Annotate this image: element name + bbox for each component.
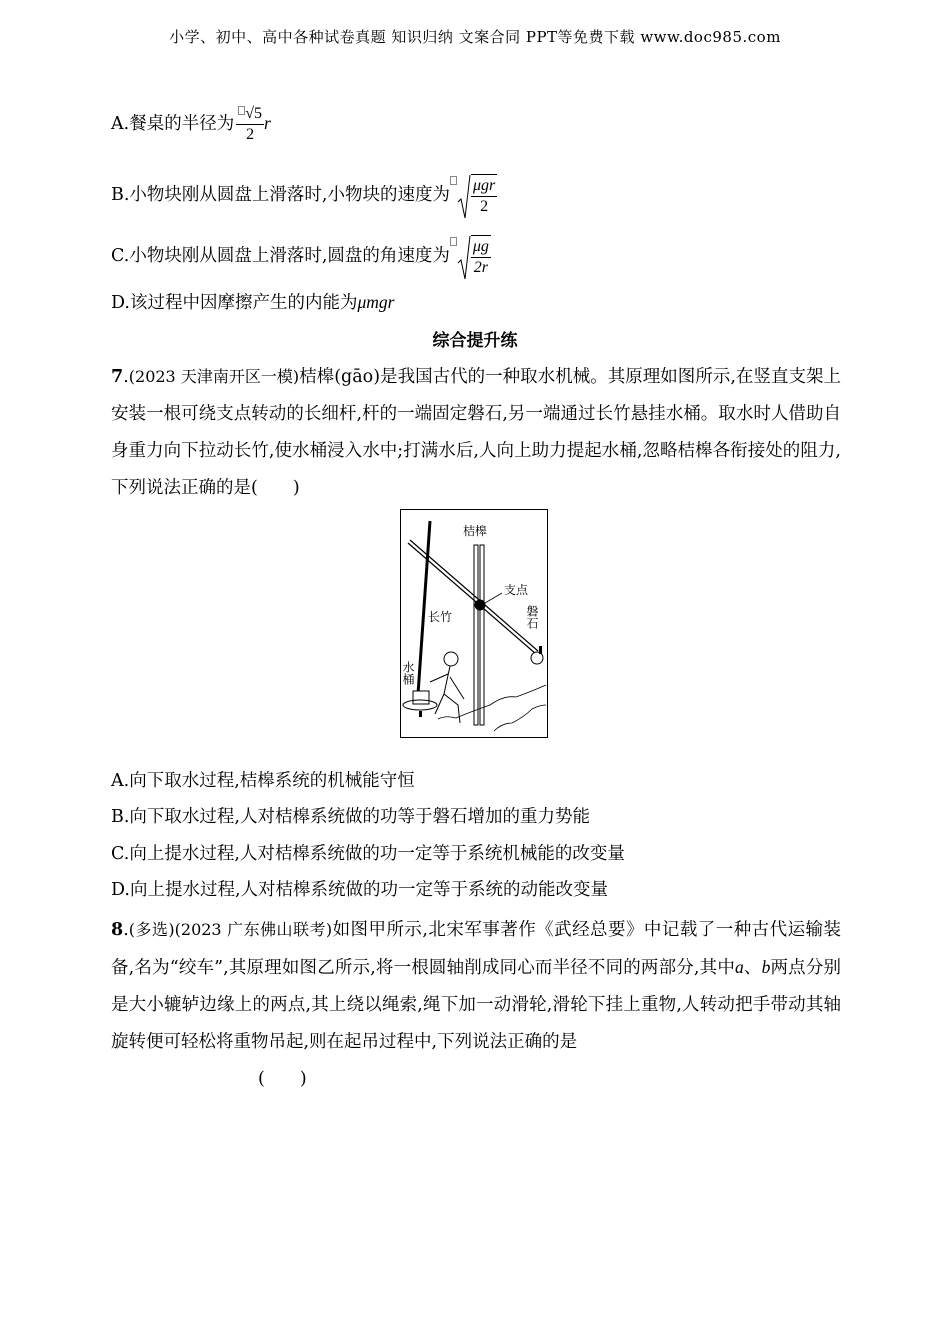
label-stone: 磐石 [525, 605, 539, 629]
q7-number: 7 [111, 367, 124, 387]
q6-option-d [111, 289, 394, 316]
q6-option-b [111, 174, 497, 217]
q7-stem-text: 桔槔(gāo)是我国古代的一种取水机械。其原理如图所示,在竖直支架上安装一根可绕支点转动的长细杆,杆的一端固定磐石,另一端通过长竹悬挂水桶。取水时人借助自身重力向下拉动长竹,使水桶浸入水中;打满水后,人向上助力提起水桶,忽略桔槔各衔接处的阻力,下列说法正确的是( ) [111, 367, 841, 498]
q8-source: (2023 广东佛山联考) [174, 920, 333, 939]
q7-option-b: B.向下取水过程,人对桔槔系统做的功等于磐石增加的重力势能 [111, 807, 590, 827]
q8-tag: (多选) [128, 920, 175, 939]
q6-option-b-sqrt: $\frac{\text{μgr}}{2}$ [457, 174, 497, 217]
radical-icon [457, 174, 471, 220]
q6-option-a-var: r [263, 113, 271, 133]
q8-stem: 8.(多选)(2023 广东佛山联考)如图甲所示,北宋军事著作《武经总要》中记载了一种古代运输装备,名为“绞车”,其原理如图乙所示,将一根圆轴削成同心而半径不同的两部分,其中a、b两点分别是大小辘轳边缘上的两点,其上绕以绳索,绳下加一动滑轮,滑轮下挂上重物,人转动把手带动其轴旋转便可轻松将重物吊起,则在起吊过程中,下列说法正确的是 [111, 920, 841, 1052]
q6-option-c-sqrt: $\frac{\mu g}{2r}$ [457, 235, 491, 278]
placeholder-box-icon [238, 106, 245, 115]
label-bucket: 水桶 [401, 661, 415, 685]
placeholder-box-icon [450, 237, 457, 246]
q8-var-a: a [734, 957, 744, 977]
q8-number: 8 [111, 920, 124, 940]
q6-option-d-expr: μmgr [357, 292, 395, 312]
q7-figure [400, 509, 548, 738]
label-bamboo: 长竹 [428, 610, 453, 624]
q7-stem: 7.(2023 天津南开区一模)桔槔(gāo)是我国古代的一种取水机械。其原理如图所示,在竖直支架上安装一根可绕支点转动的长细杆,杆的一端固定磐石,另一端通过长竹悬挂水桶。取水时人借助自身重力向下拉动长竹,使水桶浸入水中;打满水后,人向上助力提起水桶,忽略桔槔各衔接处的阻力,下列说法正确的是( ) [111, 367, 841, 498]
section-title: 综合提升练 [432, 331, 518, 351]
q7-source: (2023 天津南开区一模) [128, 367, 300, 386]
q7-option-a: A.向下取水过程,桔槔系统的机械能守恒 [111, 771, 415, 791]
label-frame: 桔槔 [463, 524, 488, 538]
radical-icon [457, 235, 471, 281]
q7-option-c: C.向上提水过程,人对桔槔系统做的功一定等于系统机械能的改变量 [111, 844, 625, 864]
pivot-dot [475, 600, 486, 611]
page-header: 小学、初中、高中各种试卷真题 知识归纳 文案合同 PPT等免费下载 www.doc985.com [169, 28, 781, 46]
person-head [444, 652, 458, 666]
q6-option-b-text: B.小物块刚从圆盘上滑落时,小物块的速度为 [111, 185, 450, 205]
placeholder-box-icon [450, 176, 457, 185]
q6-option-a [111, 104, 271, 145]
q6-option-c [111, 235, 491, 278]
q6-option-d-text: D.该过程中因摩擦产生的内能为 [111, 293, 358, 313]
q8-var-b: b [761, 957, 771, 977]
q7-option-d: D.向上提水过程,人对桔槔系统做的功一定等于系统的动能改变量 [111, 880, 609, 900]
q6-option-a-text: A.餐桌的半径为 [111, 114, 235, 134]
q6-option-c-text: C.小物块刚从圆盘上滑落时,圆盘的角速度为 [111, 246, 450, 266]
q8-answer-blank: ( ) [258, 1069, 307, 1089]
q6-option-a-fraction: $\frac{√5}{2}$ [236, 104, 264, 145]
label-pivot: 支点 [504, 583, 529, 597]
bucket-shape [413, 691, 429, 704]
